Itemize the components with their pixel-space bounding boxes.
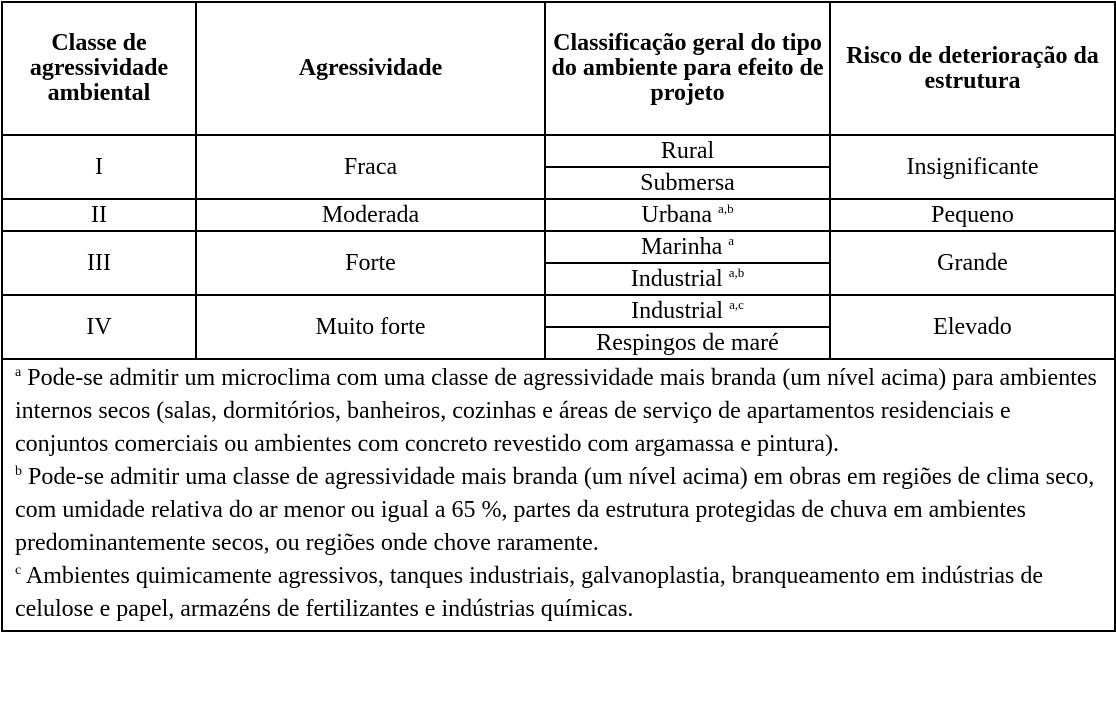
ambiente-cell (545, 199, 830, 231)
ambiente-cell (545, 327, 830, 359)
footnote-b (15, 461, 1104, 560)
header-classificacao: Classificação geral do tipo do ambiente para efeito de projeto (545, 2, 830, 135)
table-row (2, 295, 1115, 327)
classe-cell: II (2, 199, 196, 231)
ambiente-text: Urbana (641, 202, 713, 228)
footnote-ref: a,b (728, 265, 745, 280)
risco-cell: Pequeno (830, 199, 1115, 231)
footnote-text: Pode-se admitir uma classe de agressividade mais branda (um nível acima) em obras em regiões de clima seco, com umidade relativa do ar menor ou igual a 65 %, partes da estrutura protegidas de chuva em ambientes predominantemente secos, ou regiões onde chove raramente. (15, 464, 1095, 556)
ambiente-cell (545, 167, 830, 199)
header-risco: Risco de deterioração da estrutura (830, 2, 1115, 135)
ambiente-text: Industrial (630, 266, 723, 292)
footnotes-cell (2, 359, 1115, 631)
header-classe: Classe de agressividade ambiental (2, 2, 196, 135)
risco-cell: Insignificante (830, 135, 1115, 199)
ambiente-cell (545, 231, 830, 263)
classe-cell: I (2, 135, 196, 199)
aggressiveness-class-table (1, 1, 1116, 632)
agressividade-cell: Moderada (196, 199, 545, 231)
classe-cell: IV (2, 295, 196, 359)
agressividade-cell: Fraca (196, 135, 545, 199)
risco-cell: Elevado (830, 295, 1115, 359)
footnote-a (15, 362, 1104, 461)
table-row (2, 231, 1115, 263)
footnotes-row (2, 359, 1115, 631)
ambiente-cell (545, 263, 830, 295)
classe-cell: III (2, 231, 196, 295)
ambiente-cell (545, 295, 830, 327)
ambiente-text: Submersa (640, 170, 735, 196)
risco-cell: Grande (830, 231, 1115, 295)
footnote-ref: a,c (729, 297, 744, 312)
table-row (2, 199, 1115, 231)
footnote-text: Pode-se admitir um microclima com uma classe de agressividade mais branda (um nível acima) para ambientes internos secos (salas, dormitórios, banheiros, cozinhas e áreas de serviço de apartamentos residenciais e conjuntos comerciais ou ambientes com concreto revestido com argamassa e pintura). (15, 365, 1097, 457)
ambiente-text: Industrial (631, 298, 724, 324)
footnote-mark: a (15, 365, 22, 380)
footnote-text: Ambientes quimicamente agressivos, tanques industriais, galvanoplastia, branqueamento em indústrias de celulose e papel, armazéns de fertilizantes e indústrias químicas. (15, 563, 1043, 622)
footnote-ref: a,b (718, 201, 734, 216)
header-agressividade: Agressividade (196, 2, 545, 135)
table-header-row (2, 2, 1115, 135)
agressividade-cell: Muito forte (196, 295, 545, 359)
table-row (2, 135, 1115, 167)
ambiente-text: Rural (660, 138, 715, 164)
agressividade-cell: Forte (196, 231, 545, 295)
ambiente-cell (545, 135, 830, 167)
footnote-ref: a (728, 233, 735, 248)
footnote-mark: b (15, 464, 22, 479)
ambiente-text: Marinha (640, 234, 723, 260)
footnote-c (15, 560, 1104, 626)
ambiente-text: Respingos de maré (596, 330, 779, 356)
footnote-mark: c (15, 563, 22, 578)
